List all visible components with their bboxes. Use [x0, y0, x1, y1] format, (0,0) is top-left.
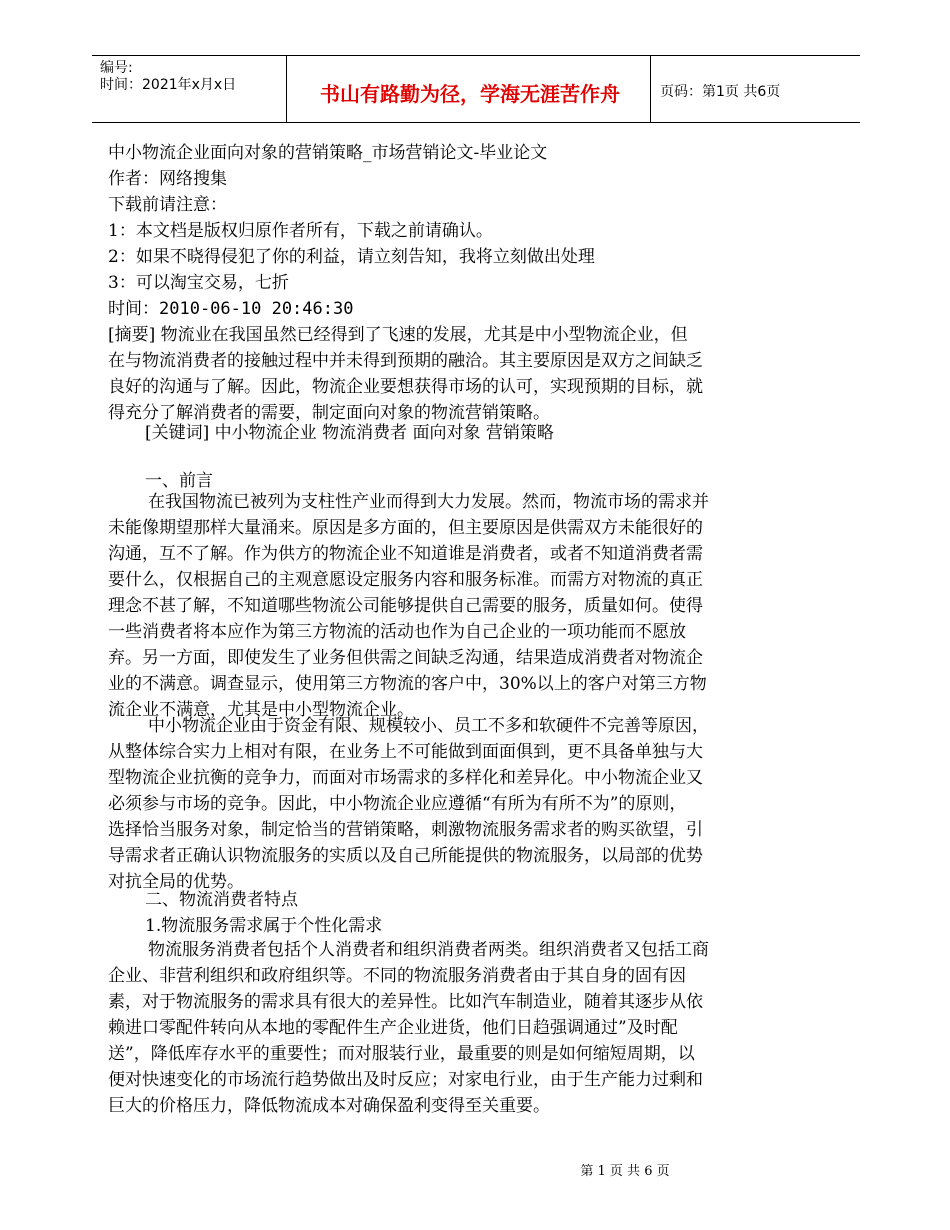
p3-line: 巨大的价格压力，降低物流成本对确保盈利变得至关重要。 — [108, 1096, 550, 1116]
abstract-line: 在与物流消费者的接触过程中并未得到预期的融洽。其主要原因是双方之间缺乏 — [108, 351, 703, 371]
p1-line: 沟通，互不了解。作为供方的物流企业不知道谁是消费者，或者不知道消费者需 — [108, 544, 703, 564]
abstract — [108, 322, 768, 426]
abstract-line: 良好的沟通与了解。因此，物流企业要想获得市场的认可，实现预期的目标，就 — [108, 377, 703, 397]
header-left — [100, 60, 236, 94]
header-motto: 书山有路勤为径，学海无涯苦作舟 — [320, 82, 620, 106]
notice-heading: 下载前请注意： — [108, 195, 227, 215]
p2-line: 对抗全局的优势。 — [108, 872, 244, 892]
paragraph-3 — [108, 937, 768, 1119]
p3-line: 送”，降低库存水平的重要性；而对服装行业，最重要的则是如何缩短周期，以 — [108, 1044, 695, 1064]
p3-line: 企业、非营利组织和政府组织等。不同的物流服务消费者由于其自身的固有因 — [108, 966, 686, 986]
page-header — [92, 55, 860, 123]
p1-line: 流企业不满意，尤其是中小型物流企业。 — [108, 700, 414, 720]
keywords-line: [关键词] 中小物流企业 物流消费者 面向对象 营销策略 — [145, 423, 554, 443]
p1-line: 业的不满意。调查显示，使用第三方物流的客户中，30%以上的客户对第三方物 — [108, 674, 707, 694]
abstract-line: 得充分了解消费者的需要，制定面向对象的物流营销策略。 — [108, 403, 550, 423]
page-footer — [0, 1160, 950, 1179]
p3-line: 赖进口零配件转向从本地的零配件生产企业进货，他们日趋强调通过”及时配 — [108, 1018, 678, 1038]
p1-line: 在我国物流已被列为支柱性产业而得到大力发展。然而，物流市场的需求并 — [148, 492, 709, 512]
doc-author: 作者：网络搜集 — [108, 169, 227, 189]
p3-line: 便对快速变化的市场流行趋势做出及时反应；对家电行业，由于生产能力过剩和 — [108, 1070, 703, 1090]
section2-heading-wrap — [145, 887, 805, 939]
p1-line: 理念不甚了解，不知道哪些物流公司能够提供自己需要的服务，质量如何。使得 — [108, 596, 703, 616]
header-page-info: 页码：第1页 共6页 — [660, 84, 781, 100]
header-number: 编号: — [100, 60, 133, 76]
p1-line: 要什么，仅根据自己的主观意愿设定服务内容和服务标准。而需方对物流的真正 — [108, 570, 703, 590]
p2-line: 型物流企业抗衡的竞争力，而面对市场需求的多样化和差异化。中小物流企业又 — [108, 768, 703, 788]
p1-line: 弃。另一方面，即使发生了业务但供需之间缺乏沟通，结果造成消费者对物流企 — [108, 648, 703, 668]
p2-line: 从整体综合实力上相对有限，在业务上不可能做到面面俱到，更不具备单独与大 — [108, 742, 703, 762]
section2-subtitle: 1.物流服务需求属于个性化需求 — [145, 916, 383, 936]
notice-2: 2：如果不晓得侵犯了你的利益，请立刻告知，我将立刻做出处理 — [108, 247, 595, 267]
section2-title: 二、物流消费者特点 — [145, 890, 298, 910]
notice-1: 1：本文档是版权归原作者所有，下载之前请确认。 — [108, 221, 493, 241]
header-divider — [286, 56, 287, 122]
footer-page-number: 第 1 页 共 6 页 — [580, 1164, 670, 1179]
p2-line: 选择恰当服务对象，制定恰当的营销策略，刺激物流服务需求者的购买欲望，引 — [108, 820, 703, 840]
p2-line: 导需求者正确认识物流服务的实质以及自己所能提供的物流服务，以局部的优势 — [108, 846, 703, 866]
section1-title: 一、前言 — [145, 471, 213, 491]
keywords — [145, 420, 805, 446]
p2-line: 必须参与市场的竞争。因此，中小物流企业应遵循“有所为有所不为”的原则， — [108, 794, 687, 814]
abstract-line: [摘要] 物流业在我国虽然已经得到了飞速的发展，尤其是中小型物流企业，但 — [108, 325, 688, 345]
notice-3: 3：可以淘宝交易，七折 — [108, 273, 289, 293]
doc-intro — [108, 140, 768, 322]
paragraph-1 — [108, 489, 768, 723]
doc-title: 中小物流企业面向对象的营销策略_市场营销论文-毕业论文 — [108, 143, 548, 163]
p2-line: 中小物流企业由于资金有限、规模较小、员工不多和软硬件不完善等原因， — [148, 716, 709, 736]
p1-line: 一些消费者将本应作为第三方物流的活动也作为自己企业的一项功能而不愿放 — [108, 622, 686, 642]
p1-line: 未能像期望那样大量涌来。原因是多方面的，但主要原因是供需双方未能很好的 — [108, 518, 703, 538]
doc-time: 时间：2010-06-10 20:46:30 — [108, 299, 354, 319]
p3-line: 素，对于物流服务的需求具有很大的差异性。比如汽车制造业，随着其逐步从依 — [108, 992, 703, 1012]
paragraph-2 — [108, 713, 768, 895]
header-time: 时间：2021年x月x日 — [100, 77, 237, 93]
p3-line: 物流服务消费者包括个人消费者和组织消费者两类。组织消费者又包括工商 — [148, 940, 709, 960]
